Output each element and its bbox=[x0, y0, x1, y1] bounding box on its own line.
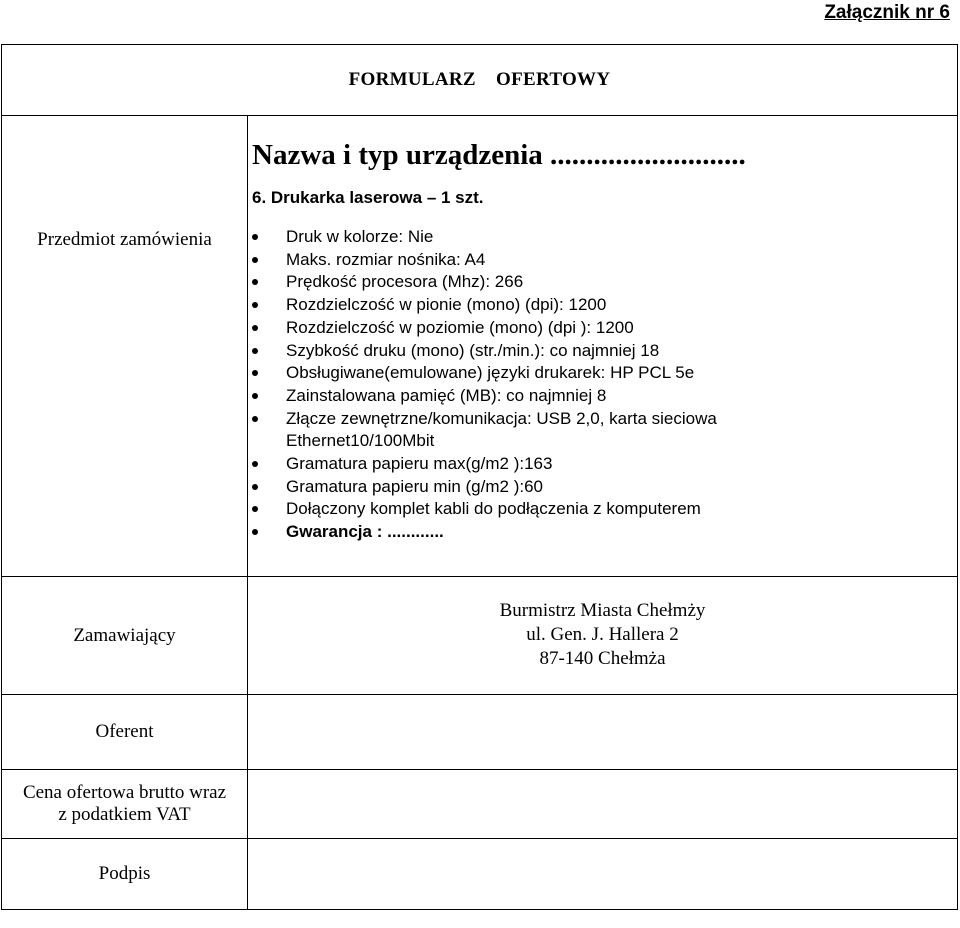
spec-item bbox=[252, 294, 957, 317]
annex-label: Załącznik nr 6 bbox=[824, 2, 950, 23]
spec-item bbox=[252, 385, 957, 408]
spec-text: Gramatura papieru max(g/m2 ):163 bbox=[286, 454, 553, 474]
price-row bbox=[2, 770, 958, 839]
spec-item bbox=[252, 340, 957, 363]
warranty-text: Gwarancja : ............ bbox=[286, 522, 444, 542]
price-label-line2: z podatkiem VAT bbox=[58, 804, 191, 825]
spec-item bbox=[252, 271, 957, 294]
offerer-row bbox=[2, 695, 958, 770]
signature-label: Podpis bbox=[98, 863, 151, 884]
spec-text: Gramatura papieru min (g/m2 ):60 bbox=[286, 476, 543, 496]
bullet-icon bbox=[252, 529, 258, 535]
title-row bbox=[2, 45, 958, 116]
bullet-icon bbox=[252, 234, 258, 240]
offerer-label: Oferent bbox=[95, 721, 154, 742]
spec-text: Zainstalowana pamięć (MB): co najmniej 8 bbox=[286, 385, 607, 405]
bullet-icon bbox=[252, 348, 258, 354]
form-title: FORMULARZ OFERTOWY bbox=[348, 69, 611, 90]
orderer-label-cell bbox=[2, 577, 248, 695]
spec-item bbox=[252, 498, 957, 521]
subject-label: Przedmiot zamówienia bbox=[37, 229, 212, 250]
offerer-label-cell bbox=[2, 695, 248, 770]
spec-item bbox=[252, 476, 957, 499]
bullet-icon bbox=[252, 370, 258, 376]
signature-row bbox=[2, 839, 958, 910]
spec-item bbox=[252, 453, 957, 476]
subject-label-cell bbox=[2, 116, 248, 577]
spec-item bbox=[252, 408, 957, 453]
orderer-city: 87-140 Chełmża bbox=[539, 647, 666, 669]
signature-field[interactable] bbox=[248, 839, 958, 910]
title-cell bbox=[2, 45, 958, 116]
signature-label-cell bbox=[2, 839, 248, 910]
offerer-field[interactable] bbox=[248, 695, 958, 770]
orderer-content-cell bbox=[248, 577, 958, 695]
price-label-cell bbox=[2, 770, 248, 839]
bullet-icon bbox=[252, 416, 258, 422]
spec-text: Szybkość druku (mono) (str./min.): co najmniej 18 bbox=[286, 340, 660, 360]
spec-item bbox=[252, 362, 957, 385]
product-heading: 6. Drukarka laserowa – 1 szt. bbox=[252, 188, 484, 207]
price-field[interactable] bbox=[248, 770, 958, 839]
spec-list bbox=[252, 226, 957, 544]
orderer-row bbox=[2, 577, 958, 695]
spec-text: Maks. rozmiar nośnika: A4 bbox=[286, 249, 486, 269]
spec-text: Dołączony komplet kabli do podłączenia z komputerem bbox=[286, 499, 701, 519]
spec-text: Prędkość procesora (Mhz): 266 bbox=[286, 272, 524, 292]
bullet-icon bbox=[252, 279, 258, 285]
price-label-line1: Cena ofertowa brutto wraz bbox=[22, 782, 227, 803]
warranty-item bbox=[252, 521, 957, 544]
offer-form-table bbox=[1, 44, 958, 910]
bullet-icon bbox=[252, 302, 258, 308]
bullet-icon bbox=[252, 325, 258, 331]
orderer-street: ul. Gen. J. Hallera 2 bbox=[526, 623, 679, 645]
spec-text: Złącze zewnętrzne/komunikacja: USB 2,0, karta sieciowa Ethernet10/100Mbit bbox=[286, 408, 717, 451]
spec-text: Druk w kolorze: Nie bbox=[286, 227, 434, 246]
spec-text: Rozdzielczość w poziomie (mono) (dpi ): 1200 bbox=[286, 317, 634, 337]
spec-item bbox=[252, 226, 957, 249]
bullet-icon bbox=[252, 484, 258, 490]
spec-text: Obsługiwane(emulowane) języki drukarek: HP PCL 5e bbox=[286, 363, 695, 383]
bullet-icon bbox=[252, 257, 258, 263]
orderer-name: Burmistrz Miasta Chełmży bbox=[499, 599, 706, 621]
subject-row bbox=[2, 116, 958, 577]
device-name-title: Nazwa i typ urządzenia ........................... bbox=[252, 139, 746, 171]
spec-item bbox=[252, 249, 957, 272]
bullet-icon bbox=[252, 461, 258, 467]
bullet-icon bbox=[252, 506, 258, 512]
spec-item bbox=[252, 317, 957, 340]
subject-content-cell bbox=[248, 116, 958, 577]
orderer-label: Zamawiający bbox=[73, 624, 176, 646]
bullet-icon bbox=[252, 393, 258, 399]
spec-text: Rozdzielczość w pionie (mono) (dpi): 1200 bbox=[286, 295, 607, 315]
